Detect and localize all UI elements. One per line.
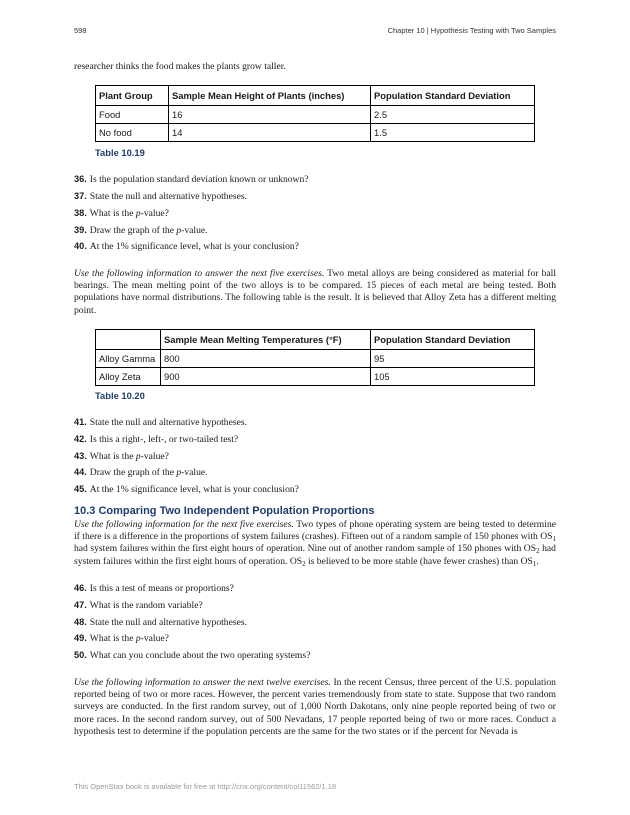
exercise-39: 39. Draw the graph of the p-value. [74, 225, 208, 236]
table-header-cell: Sample Mean Height of Plants (inches) [169, 86, 371, 106]
exercise-50: 50. What can you conclude about the two operating systems? [74, 650, 311, 661]
exercise-47: 47. What is the random variable? [74, 600, 203, 611]
exercise-49: 49. What is the p-value? [74, 633, 169, 644]
table-cell: 900 [161, 368, 371, 386]
table-header-cell: Population Standard Deviation [371, 86, 535, 106]
table-10-20 [95, 329, 535, 386]
page-number: 598 [74, 26, 87, 35]
exercise-44: 44. Draw the graph of the p-value. [74, 467, 208, 478]
table-cell: 1.5 [371, 124, 535, 142]
table-caption: Table 10.20 [95, 390, 145, 401]
section-title: 10.3 Comparing Two Independent Population Proportions [74, 505, 375, 517]
exercise-42: 42. Is this a right-, left-, or two-tailed test? [74, 434, 239, 445]
exercise-36: 36. Is the population standard deviation known or unknown? [74, 174, 309, 185]
chapter-header: Chapter 10 | Hypothesis Testing with Two Samples [387, 26, 556, 35]
table-header-cell: Plant Group [96, 86, 169, 106]
intro-line: researcher thinks the food makes the plants grow taller. [74, 61, 286, 72]
exercise-40: 40. At the 1% significance level, what is your conclusion? [74, 241, 299, 252]
table-cell: 16 [169, 106, 371, 124]
footer-note: This OpenStax book is available for free at http://cnx.org/content/col11562/1.18 [74, 782, 337, 791]
table-cell: 95 [371, 350, 535, 368]
table-cell: Alloy Zeta [96, 368, 161, 386]
exercise-46: 46. Is this a test of means or proportions? [74, 583, 234, 594]
exercise-38: 38. What is the p-value? [74, 208, 169, 219]
alloy-paragraph: Use the following information to answer the next five exercises. Two metal alloys are being considered as material for ball bearings. The mean melting point of the two alloys is to be compared. 15 pieces of each metal are being tested. Both populations have normal distributions. The following table is the result. It is believed that Alloy Zeta has a different melting point. [74, 268, 556, 316]
exercise-45: 45. At the 1% significance level, what is your conclusion? [74, 484, 299, 495]
table-cell: Food [96, 106, 169, 124]
table-row [96, 350, 535, 368]
table-caption: Table 10.19 [95, 147, 145, 158]
exercise-37: 37. State the null and alternative hypotheses. [74, 191, 247, 202]
table-10-19 [95, 85, 535, 142]
table-cell: Alloy Gamma [96, 350, 161, 368]
exercise-48: 48. State the null and alternative hypotheses. [74, 617, 247, 628]
exercise-41: 41. State the null and alternative hypotheses. [74, 417, 247, 428]
table-cell: 105 [371, 368, 535, 386]
table-row [96, 124, 535, 142]
table-cell: 800 [161, 350, 371, 368]
table-header-cell: Sample Mean Melting Temperatures (°F) [161, 330, 371, 350]
os-paragraph: Use the following information for the next five exercises. Two types of phone operating system are being tested to determine if there is a difference in the proportions of system failures (crashes). Fifteen out of a random sample of 150 phones with $OS_1$ had system failures within the first eight hours of operation. Nine out of another random sample of 150 phones with $OS_2$ had system failures within the first eight hours of operation. $OS_2$ is believed to be more stable (have fewer crashes) than $OS_1$. [74, 519, 556, 568]
table-cell: 14 [169, 124, 371, 142]
table-cell: No food [96, 124, 169, 142]
exercise-43: 43. What is the p-value? [74, 451, 169, 462]
table-header-cell [96, 330, 161, 350]
census-paragraph: Use the following information to answer the next twelve exercises. In the recent Census, three percent of the U.S. population reported being of two or more races. However, the percent varies tremendously from state to state. Suppose that two random surveys are conducted. In the first random survey, out of 1,000 North Dakotans, only nine people reported being of two or more races. In the second random survey, out of 500 Nevadans, 17 people reported being of two or more races. Conduct a hypothesis test to determine if the population percents are the same for the two states or if the percent for Nevada is [74, 677, 556, 737]
table-header-cell: Population Standard Deviation [371, 330, 535, 350]
table-cell: 2.5 [371, 106, 535, 124]
table-row [96, 368, 535, 386]
table-row [96, 106, 535, 124]
